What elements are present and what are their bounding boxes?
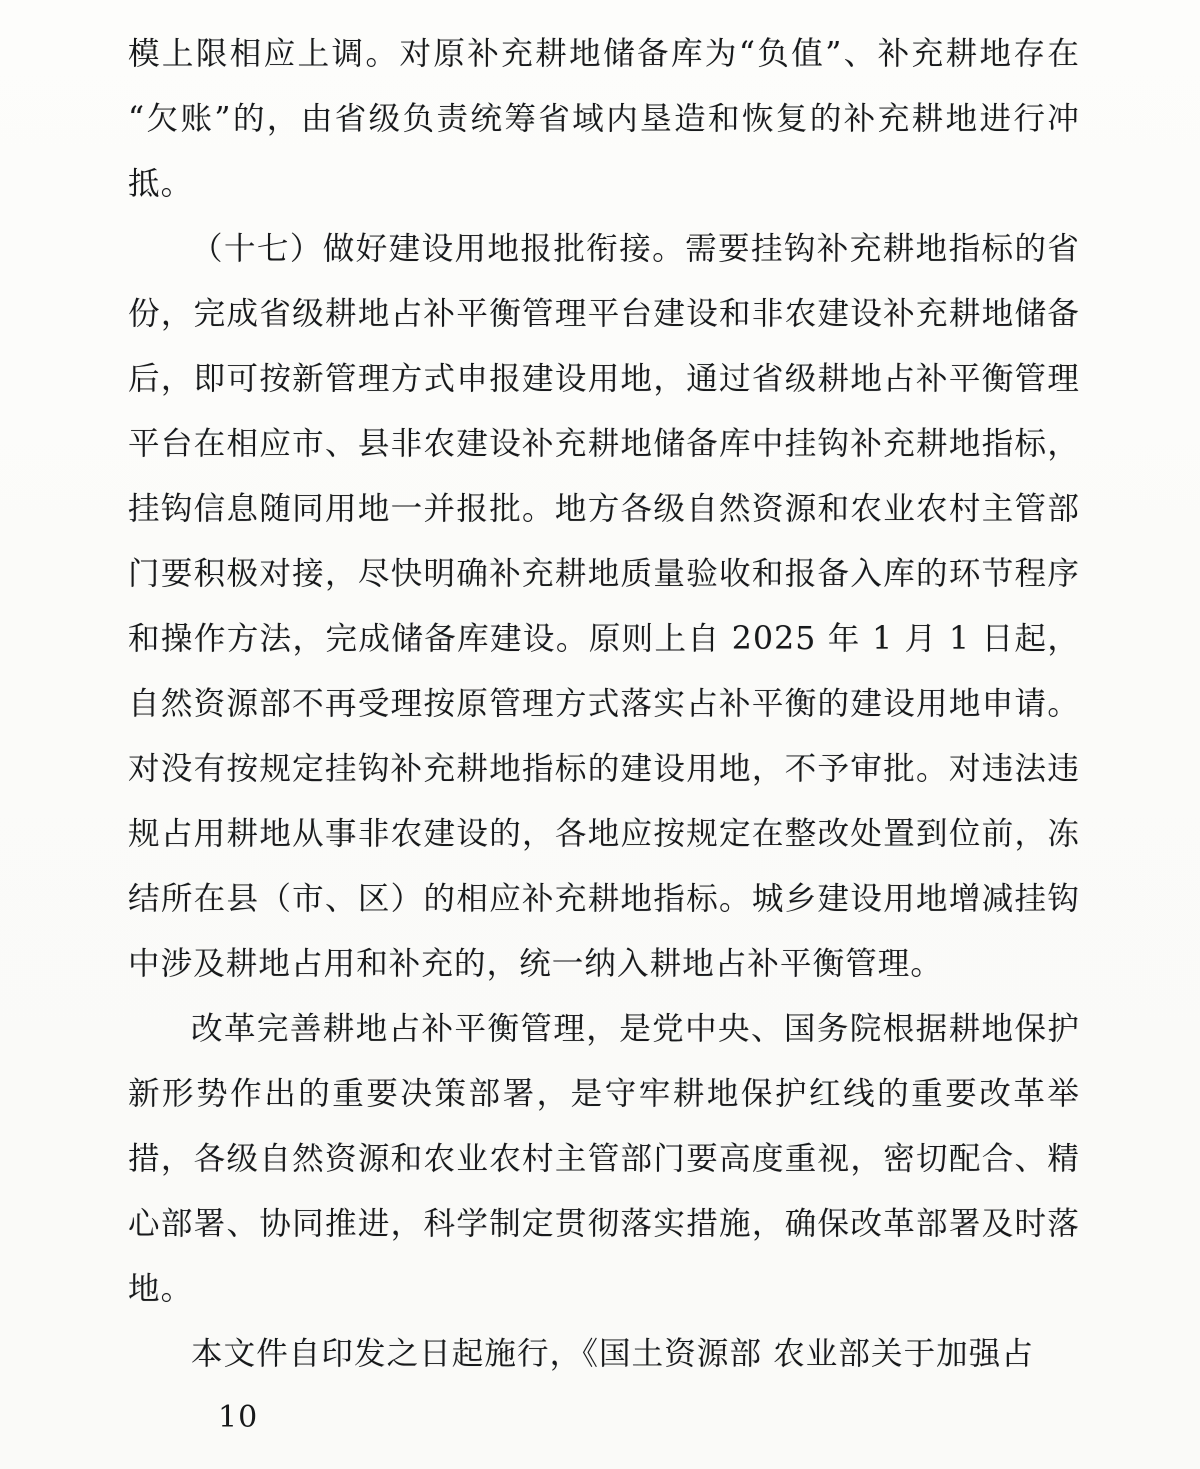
paragraph-item-17: （十七）做好建设用地报批衔接。需要挂钩补充耕地指标的省份，完成省级耕地占补平衡管理平台建设和非农建设补充耕地储备后，即可按新管理方式申报建设用地，通过省级耕地占补平衡管理平台在相应市、县非农建设补充耕地储备库中挂钩补充耕地指标，挂钩信息随同用地一并报批。地方各级自然资源和农业农村主管部门要积极对接，尽快明确补充耕地质量验收和报备入库的环节程序和操作方法，完成储备库建设。原则上自 2025 年 1 月 1 日起，自然资源部不再受理按原管理方式落实占补平衡的建设用地申请。对没有按规定挂钩补充耕地指标的建设用地，不予审批。对违法违规占用耕地从事非农建设的，各地应按规定在整改处置到位前，冻结所在县（市、区）的相应补充耕地指标。城乡建设用地增减挂钩中涉及耕地占用和补充的，统一纳入耕地占补平衡管理。	[128, 231, 1080, 982]
paragraph-continued: 模上限相应上调。对原补充耕地储备库为“负值”、补充耕地存在“欠账”的，由省级负责统筹省域内垦造和恢复的补充耕地进行冲抵。	[128, 36, 1080, 202]
paragraph-closing-1: 改革完善耕地占补平衡管理，是党中央、国务院根据耕地保护新形势作出的重要决策部署，是守牢耕地保护红线的重要改革举措，各级自然资源和农业农村主管部门要高度重视，密切配合、精心部署、协同推进，科学制定贯彻落实措施，确保改革部署及时落地。	[128, 1011, 1080, 1307]
paragraph-closing-2: 本文件自印发之日起施行，《国土资源部 农业部关于加强占	[191, 1336, 1034, 1372]
page-number: 10	[218, 1400, 259, 1435]
document-body	[128, 22, 1080, 1387]
